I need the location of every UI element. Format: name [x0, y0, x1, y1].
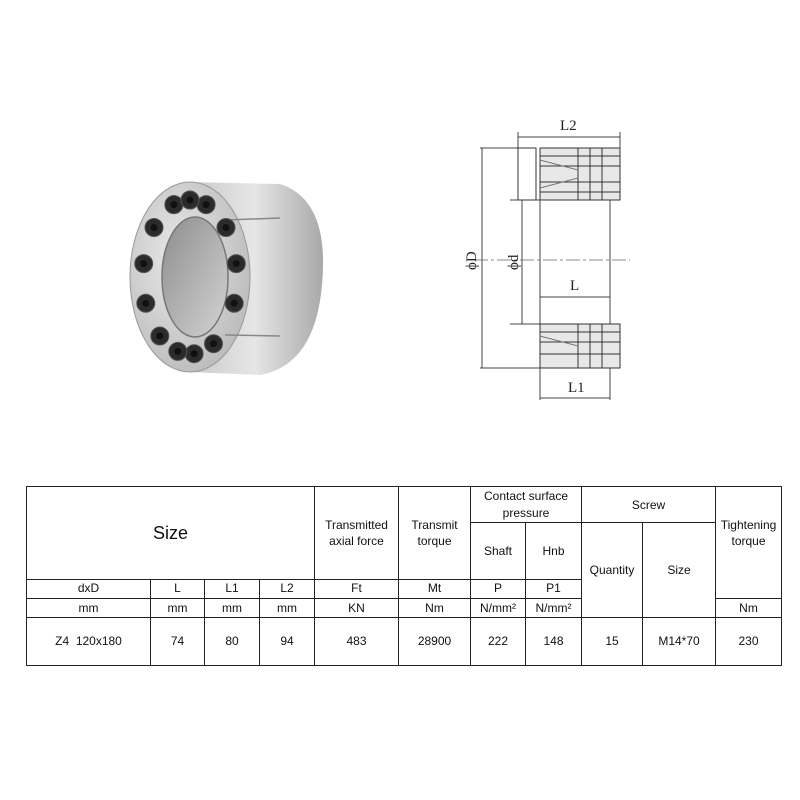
label-phid: ϕd	[506, 254, 522, 270]
cell-quantity: 15	[582, 617, 643, 665]
symbol-torque-empty	[716, 579, 782, 598]
symbol-dxd: dxD	[27, 579, 151, 598]
symbol-L1: L1	[205, 579, 260, 598]
header-size: Size	[27, 487, 315, 580]
upper-section	[518, 148, 620, 200]
cell-torque: 230	[716, 617, 782, 665]
hex-socket-14	[170, 201, 177, 208]
lower-section	[540, 324, 620, 368]
label-L2: L2	[560, 118, 577, 134]
collar-bore	[162, 217, 228, 337]
cell-Ft: 483	[315, 617, 399, 665]
header-contact-pressure: Contact surface pressure	[471, 487, 582, 523]
hex-socket-5	[233, 260, 240, 267]
hex-socket-3	[203, 201, 210, 208]
cell-P: 222	[471, 617, 526, 665]
unit-dxd: mm	[27, 598, 151, 617]
cell-P1: 148	[526, 617, 582, 665]
product-photo	[110, 170, 330, 390]
hex-socket-4	[223, 224, 230, 231]
header-screw-size: Size	[643, 523, 716, 618]
label-L1: L1	[568, 380, 585, 396]
hex-socket-9	[174, 348, 181, 355]
symbol-P1: P1	[526, 579, 582, 598]
header-quantity: Quantity	[582, 523, 643, 618]
unit-P: N/mm²	[471, 598, 526, 617]
symbol-L2: L2	[260, 579, 315, 598]
unit-L: mm	[151, 598, 205, 617]
symbol-Ft: Ft	[315, 579, 399, 598]
unit-L1: mm	[205, 598, 260, 617]
hex-socket-8	[191, 350, 198, 357]
cell-L: 74	[151, 617, 205, 665]
unit-torque: Nm	[716, 598, 782, 617]
hex-socket-10	[156, 333, 163, 340]
unit-L2: mm	[260, 598, 315, 617]
header-tightening-torque: Tightening torque	[716, 487, 782, 580]
hex-socket-11	[142, 300, 149, 307]
symbol-Mt: Mt	[399, 579, 471, 598]
symbol-L: L	[151, 579, 205, 598]
cell-model: Z4 120x180	[27, 617, 151, 665]
hex-socket-13	[151, 224, 158, 231]
header-transmit-torque: Transmit torque	[399, 487, 471, 580]
symbol-P: P	[471, 579, 526, 598]
header-shaft: Shaft	[471, 523, 526, 579]
label-phiD: ϕD	[464, 251, 480, 270]
hex-socket-7	[210, 340, 217, 347]
cell-L1: 80	[205, 617, 260, 665]
hex-socket-12	[140, 260, 147, 267]
header-screw: Screw	[582, 487, 716, 523]
header-axial-force: Transmitted axial force	[315, 487, 399, 580]
unit-Mt: Nm	[399, 598, 471, 617]
label-L: L	[570, 278, 580, 294]
hex-socket-15	[187, 197, 194, 204]
hex-socket-6	[231, 300, 238, 307]
header-hnb: Hnb	[526, 523, 582, 579]
cell-L2: 94	[260, 617, 315, 665]
cell-Mt: 28900	[399, 617, 471, 665]
cell-screw-size: M14*70	[643, 617, 716, 665]
technical-drawing	[440, 110, 650, 410]
unit-Ft: KN	[315, 598, 399, 617]
spec-table	[26, 486, 782, 666]
unit-P1: N/mm²	[526, 598, 582, 617]
